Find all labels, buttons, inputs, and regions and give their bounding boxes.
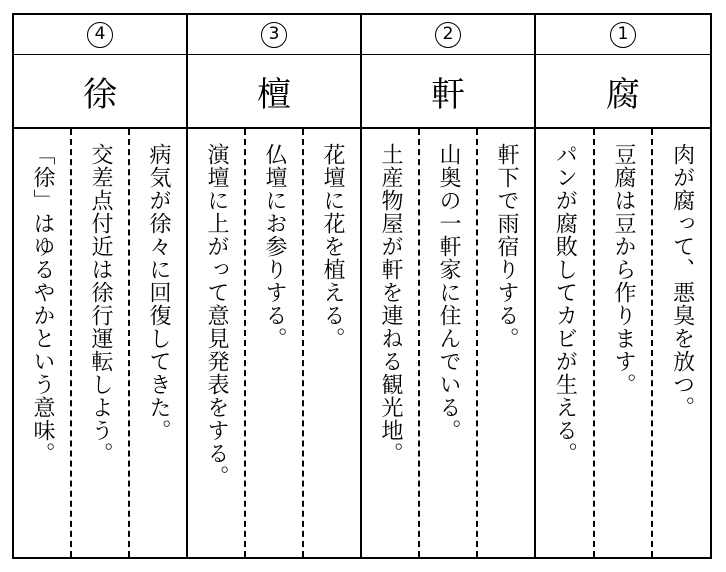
kanji-heading: 檀 [188,55,360,129]
sentence-line [14,129,72,557]
kanji-column-2 [362,15,536,557]
example-sentence: 交差点付近は徐行運転しよう。 [88,143,113,465]
example-sentence: 山奥の一軒家に住んでいる。 [436,143,461,442]
example-sentence: パンが腐敗してカビが生える。 [552,143,578,465]
example-sentences [188,129,360,557]
example-sentence: 演壇に上がって意見発表をする。 [204,143,229,488]
sentence-line [653,129,710,557]
example-sentence: 豆腐は豆から作ります。 [610,143,636,396]
sentence-line [362,129,420,557]
circled-number: 2 [435,22,461,48]
number-cell [188,15,360,55]
sentence-line [246,129,304,557]
circled-number: 4 [87,22,113,48]
example-sentences [362,129,534,557]
example-sentence: 仏壇にお参りする。 [262,143,287,350]
example-sentence: 軒下で雨宿りする。 [494,143,519,350]
example-sentence: 病気が徐々に回復してきた。 [146,143,171,442]
sentence-line [595,129,654,557]
example-sentence: 肉が腐って、悪臭を放つ。 [669,143,695,419]
kanji-practice-sheet [12,13,712,559]
number-cell [14,15,186,55]
kanji-heading: 徐 [14,55,186,129]
example-sentence: 花壇に花を植える。 [320,143,345,350]
circled-number: 1 [610,22,636,48]
example-sentence: 土産物屋が軒を連ねる観光地。 [378,143,403,465]
number-cell [536,15,710,55]
sentence-line [420,129,478,557]
sentence-line [130,129,186,557]
sentence-line [72,129,130,557]
kanji-heading: 腐 [536,55,710,129]
kanji-column-3 [188,15,362,557]
circled-number: 3 [261,22,287,48]
example-sentences [536,129,710,557]
example-sentences [14,129,186,557]
sentence-line [478,129,534,557]
example-sentence: 「徐」はゆるやかという意味。 [30,143,55,465]
sentence-line [188,129,246,557]
kanji-heading: 軒 [362,55,534,129]
sentence-line [304,129,360,557]
number-cell [362,15,534,55]
sentence-line [536,129,595,557]
kanji-column-1 [536,15,710,557]
kanji-column-4 [14,15,188,557]
